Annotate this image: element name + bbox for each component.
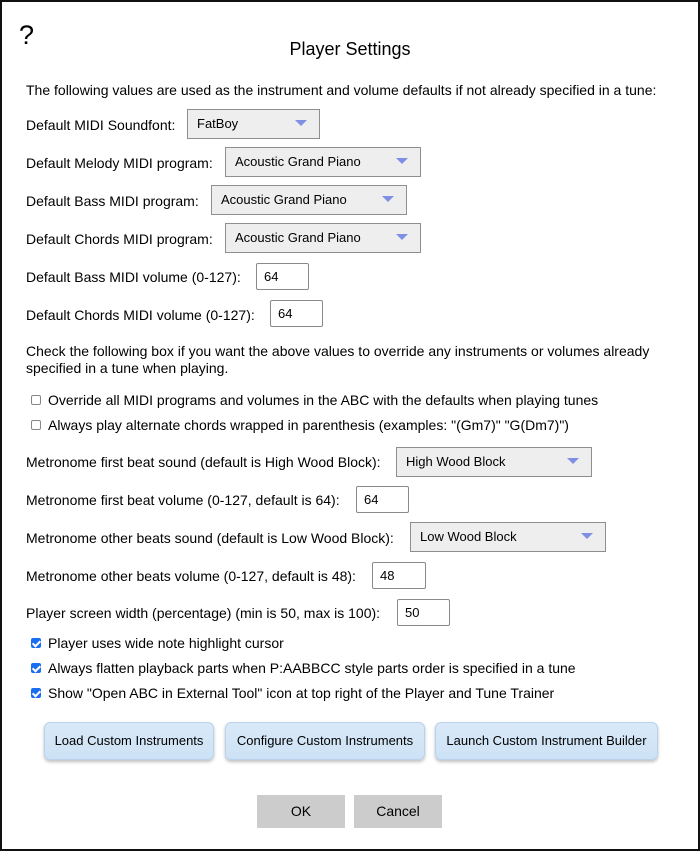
bass-volume-input[interactable]: 64 [256,263,309,290]
chevron-down-icon [382,196,394,202]
configure-custom-instruments-button[interactable]: Configure Custom Instruments [225,722,425,760]
soundfont-select[interactable] [187,109,320,139]
cancel-button[interactable]: Cancel [354,795,442,828]
chevron-down-icon [295,120,307,126]
intro-text: The following values are used as the instrument and volume defaults if not already specified in a tune: [26,82,657,98]
external-tool-icon-checkbox[interactable] [31,688,41,698]
bass-program-select[interactable] [211,185,407,215]
metronome-other-sound-select[interactable] [410,522,606,552]
override-checkbox[interactable] [31,395,41,405]
soundfont-value: FatBoy [197,116,239,131]
override-description-line2: specified in a tune when playing. [26,360,229,376]
override-checkbox-label[interactable]: Override all MIDI programs and volumes in the ABC with the defaults when playing tunes [48,392,599,408]
load-custom-instruments-button[interactable]: Load Custom Instruments [44,722,214,760]
wide-cursor-checkbox-label[interactable]: Player uses wide note highlight cursor [48,635,284,651]
chords-program-select[interactable] [225,223,421,253]
melody-program-label: Default Melody MIDI program: [26,155,213,171]
chevron-down-icon [567,458,579,464]
chords-program-value: Acoustic Grand Piano [235,230,361,245]
metronome-first-sound-value: High Wood Block [406,454,506,469]
flatten-parts-checkbox-label[interactable]: Always flatten playback parts when P:AABBCC style parts order is specified in a tune [48,660,576,676]
metronome-first-sound-label: Metronome first beat sound (default is High Wood Block): [26,454,381,470]
chords-volume-input[interactable]: 64 [270,300,323,327]
bass-program-label: Default Bass MIDI program: [26,193,199,209]
chevron-down-icon [581,533,593,539]
dialog-title: Player Settings [289,39,411,59]
chords-volume-label: Default Chords MIDI volume (0-127): [26,307,255,323]
metronome-other-sound-value: Low Wood Block [420,529,517,544]
bass-program-value: Acoustic Grand Piano [221,192,347,207]
bass-volume-label: Default Bass MIDI volume (0-127): [26,269,241,285]
chords-program-label: Default Chords MIDI program: [26,231,213,247]
wide-cursor-checkbox[interactable] [31,638,41,648]
chevron-down-icon [396,158,408,164]
melody-program-value: Acoustic Grand Piano [235,154,361,169]
ok-button[interactable]: OK [257,795,345,828]
alternate-chords-checkbox-label[interactable]: Always play alternate chords wrapped in parenthesis (examples: "(Gm7)" "G(Dm7)") [48,417,569,433]
screen-width-label: Player screen width (percentage) (min is 50, max is 100): [26,605,381,621]
alternate-chords-checkbox[interactable] [31,420,41,430]
override-description-line1: Check the following box if you want the above values to override any instruments or volumes already [26,343,650,359]
chevron-down-icon [396,234,408,240]
screen-width-input[interactable]: 50 [397,599,450,626]
metronome-other-volume-input[interactable]: 48 [372,562,426,589]
launch-custom-instrument-builder-button[interactable]: Launch Custom Instrument Builder [435,722,658,760]
help-button[interactable]: ? [19,20,35,50]
metronome-other-sound-label: Metronome other beats sound (default is Low Wood Block): [26,530,394,546]
metronome-first-volume-input[interactable]: 64 [356,486,409,513]
metronome-other-volume-label: Metronome other beats volume (0-127, default is 48): [26,568,356,584]
flatten-parts-checkbox[interactable] [31,663,41,673]
metronome-first-sound-select[interactable] [396,447,592,477]
melody-program-select[interactable] [225,147,421,177]
metronome-first-volume-label: Metronome first beat volume (0-127, default is 64): [26,492,340,508]
soundfont-label: Default MIDI Soundfont: [26,117,176,133]
external-tool-icon-checkbox-label[interactable]: Show "Open ABC in External Tool" icon at top right of the Player and Tune Trainer [48,685,555,701]
